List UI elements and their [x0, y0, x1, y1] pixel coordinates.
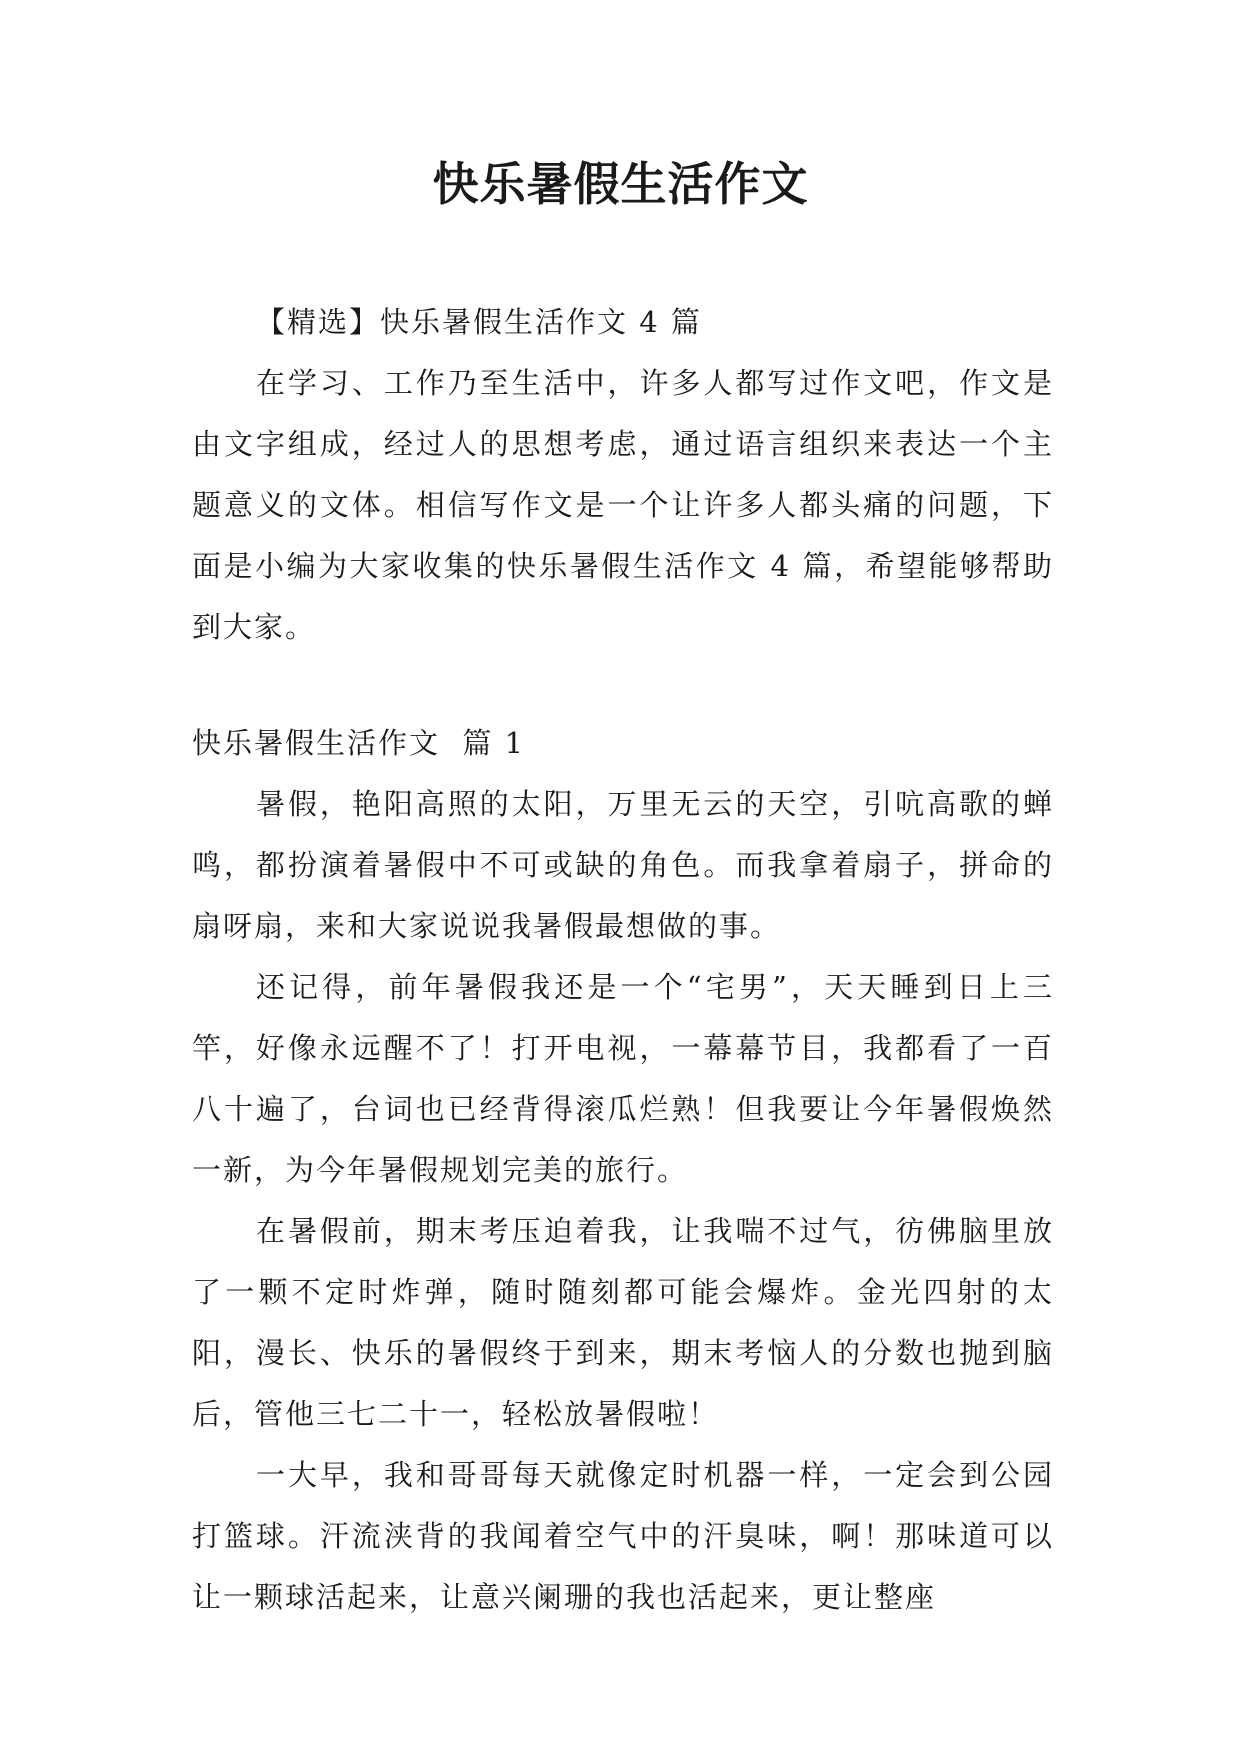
body-paragraph: 还记得，前年暑假我还是一个“宅男”，天天睡到日上三竿，好像永远醒不了！打开电视，一幕幕节目，我都看了一百八十遍了，台词也已经背得滚瓜烂熟！但我要让今年暑假焕然一新，为今年暑假规划完美的旅行。 [192, 970, 1054, 1187]
section-spacer [192, 658, 1054, 713]
body-paragraph: 在暑假前，期末考压迫着我，让我喘不过气，彷佛脑里放了一颗不定时炸弹，随时随刻都可能会爆炸。金光四射的太阳，漫长、快乐的暑假终于到来，期末考恼人的分数也抛到脑后，管他三七二十一，轻松放暑假啦！ [192, 1214, 1054, 1431]
document-body [192, 292, 1054, 1628]
body-paragraph: 一大早，我和哥哥每天就像定时机器一样，一定会到公园打篮球。汗流浃背的我闻着空气中的汗臭味，啊！那味道可以让一颗球活起来，让意兴阑珊的我也活起来，更让整座 [192, 1458, 1054, 1614]
body-paragraph: 暑假，艳阳高照的太阳，万里无云的天空，引吭高歌的蝉鸣，都扮演着暑假中不可或缺的角色。而我拿着扇子，拼命的扇呀扇，来和大家说说我暑假最想做的事。 [192, 787, 1054, 943]
section-heading: 快乐暑假生活作文 篇 1 [192, 726, 526, 760]
document-subtitle: 【精选】快乐暑假生活作文 4 篇 [256, 305, 702, 339]
document-title: 快乐暑假生活作文 [432, 157, 809, 211]
intro-paragraph: 在学习、工作乃至生活中，许多人都写过作文吧，作文是由文字组成，经过人的思想考虑，通过语言组织来表达一个主题意义的文体。相信写作文是一个让许多人都头痛的问题，下面是小编为大家收集的快乐暑假生活作文 4 篇，希望能够帮助到大家。 [192, 366, 1054, 644]
